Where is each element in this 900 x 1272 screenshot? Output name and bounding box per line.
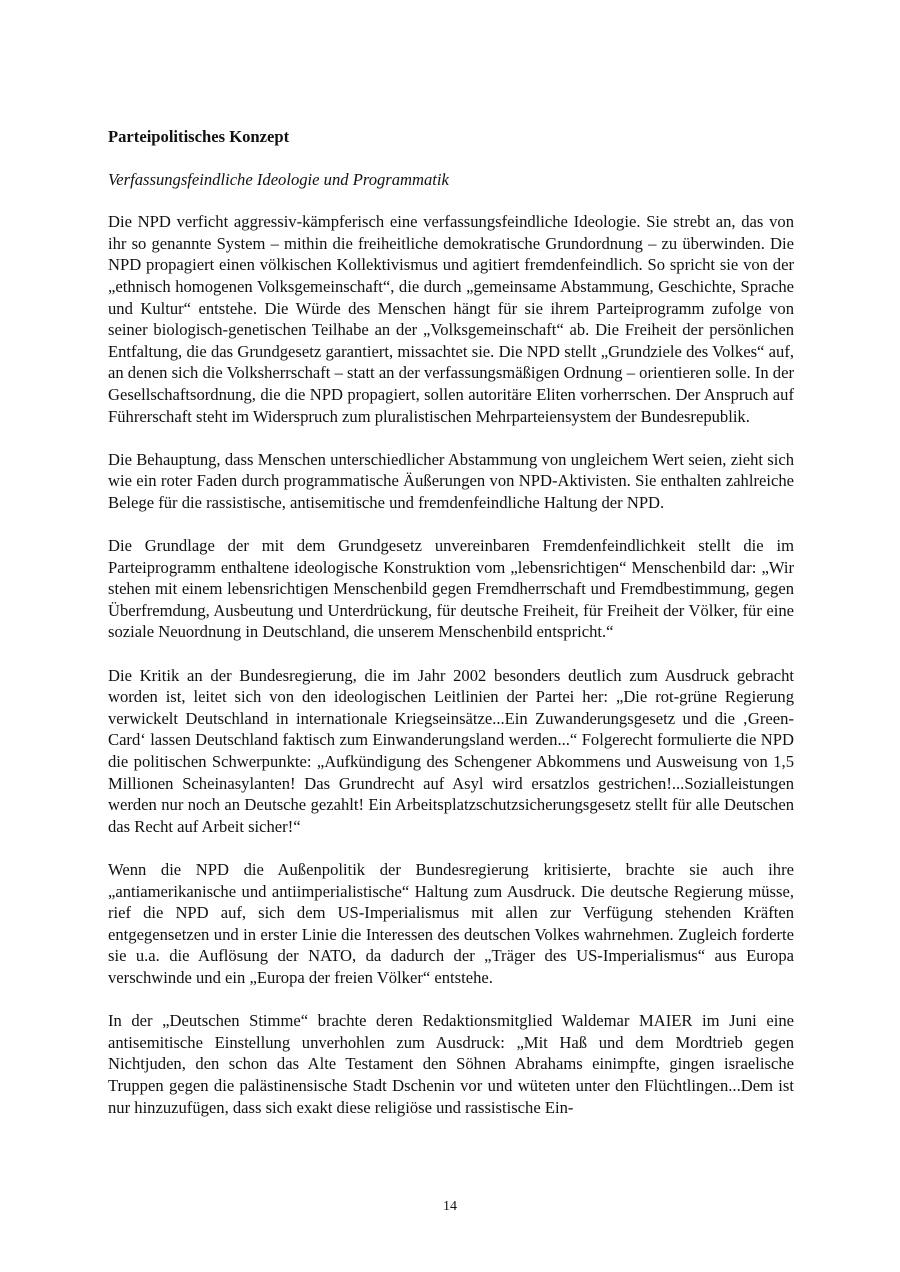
section-heading: Parteipolitisches Konzept — [108, 127, 290, 146]
paragraph-2: Die Behauptung, dass Menschen unterschiedlicher Abstammung von ungleichem Wert seien, zieht sich wie ein roter Faden durch programmatische Äußerungen von NPD-Aktivisten. Sie enthalten zahlreiche Belege für die rassistische, antisemitische und fremdenfeindliche Haltung der NPD. — [108, 449, 794, 512]
paragraph-4: Die Kritik an der Bundesregierung, die im Jahr 2002 besonders deutlich zum Ausdruck gebracht worden ist, leitet sich von den ideologischen Leitlinien der Partei her: „Die rot-grüne Regierung verwickelt Deutschland in internationale Kriegseinsätze...Ein Zuwanderungsgesetz und die ‚Green-Card‘ lassen Deutschland faktisch zum Einwanderungsland werden...“ Folgerecht formulierte die NPD die politischen Schwerpunkte: „Aufkündigung des Schengener Abkommens und Ausweisung von 1,5 Millionen Scheinasylanten! Das Grundrecht auf Asyl wird ersatzlos gestrichen!...Sozialleistungen werden nur noch an Deutsche gezahlt! Ein Arbeitsplatzschutzsicherungsgesetz stellt für alle Deutschen das Recht auf Arbeit sicher!“ — [108, 665, 794, 836]
paragraph-6: In der „Deutschen Stimme“ brachte deren Redaktionsmitglied Waldemar MAIER im Juni eine antisemitische Einstellung unverhohlen zum Ausdruck: „Mit Haß und dem Mordtrieb gegen Nichtjuden, den schon das Alte Testament den Söhnen Abrahams einimpfte, gingen israelische Truppen gegen die palästinensische Stadt Dschenin vor und wüteten unter den Flüchtlingen...Dem ist nur hinzuzufügen, dass sich exakt diese religiöse und rassistische Ein- — [108, 1011, 794, 1117]
paragraph-5: Wenn die NPD die Außenpolitik der Bundesregierung kritisierte, brachte sie auch ihre „antiamerikanische und antiimperialistische“ Haltung zum Ausdruck. Die deutsche Regierung müsse, rief die NPD auf, sich dem US-Imperialismus mit allen zur Verfügung stehenden Kräften entgegensetzen und in erster Linie die Interessen des deutschen Volkes wahrnehmen. Zugleich forderte sie u.a. die Auflösung der NATO, da dadurch der „Träger des US-Imperialismus“ aus Europa verschwinde und ein „Europa der freien Völker“ entstehe. — [108, 860, 794, 987]
document-body — [108, 126, 794, 1140]
paragraph-1: Die NPD verficht aggressiv-kämpferisch eine verfassungsfeindliche Ideologie. Sie strebt an, das von ihr so genannte System – mithin die freiheitliche demokratische Grundordnung – zu überwinden. Die NPD propagiert einen völkischen Kollektivismus und agitiert fremdenfeindlich. So spricht sie von der „ethnisch homogenen Volksgemeinschaft“, die durch „gemeinsame Abstammung, Geschichte, Sprache und Kultur“ entstehe. Die Würde des Menschen hängt für sie ihrem Parteiprogramm zufolge von seiner biologisch-genetischen Teilhabe an der „Volksgemeinschaft“ ab. Die Freiheit der persönlichen Entfaltung, die das Grundgesetz garantiert, missachtet sie. Die NPD stellt „Grundziele des Volkes“ auf, an denen sich die Volksherrschaft – statt an der verfassungsmäßigen Ordnung – orientieren solle. In der Gesellschaftsordnung, die die NPD propagiert, sollen autoritäre Eliten vorherrschen. Der Anspruch auf Führerschaft steht im Widerspruch zum pluralistischen Mehrparteiensystem der Bundesrepublik. — [108, 212, 794, 426]
section-subheading: Verfassungsfeindliche Ideologie und Programmatik — [108, 169, 449, 189]
paragraph-3: Die Grundlage der mit dem Grundgesetz unvereinbaren Fremdenfeindlichkeit stellt die im Parteiprogramm enthaltene ideologische Konstruktion vom „lebensrichtigen“ Menschenbild dar: „Wir stehen mit einem lebensrichtigen Menschenbild gegen Fremdherrschaft und Fremdbestimmung, gegen Überfremdung, Ausbeutung und Unterdrückung, für deutsche Freiheit, für Freiheit der Völker, für eine soziale Neuordnung in Deutschland, die unserem Menschenbild entspricht.“ — [108, 536, 794, 642]
page-number: 14 — [443, 1199, 457, 1214]
